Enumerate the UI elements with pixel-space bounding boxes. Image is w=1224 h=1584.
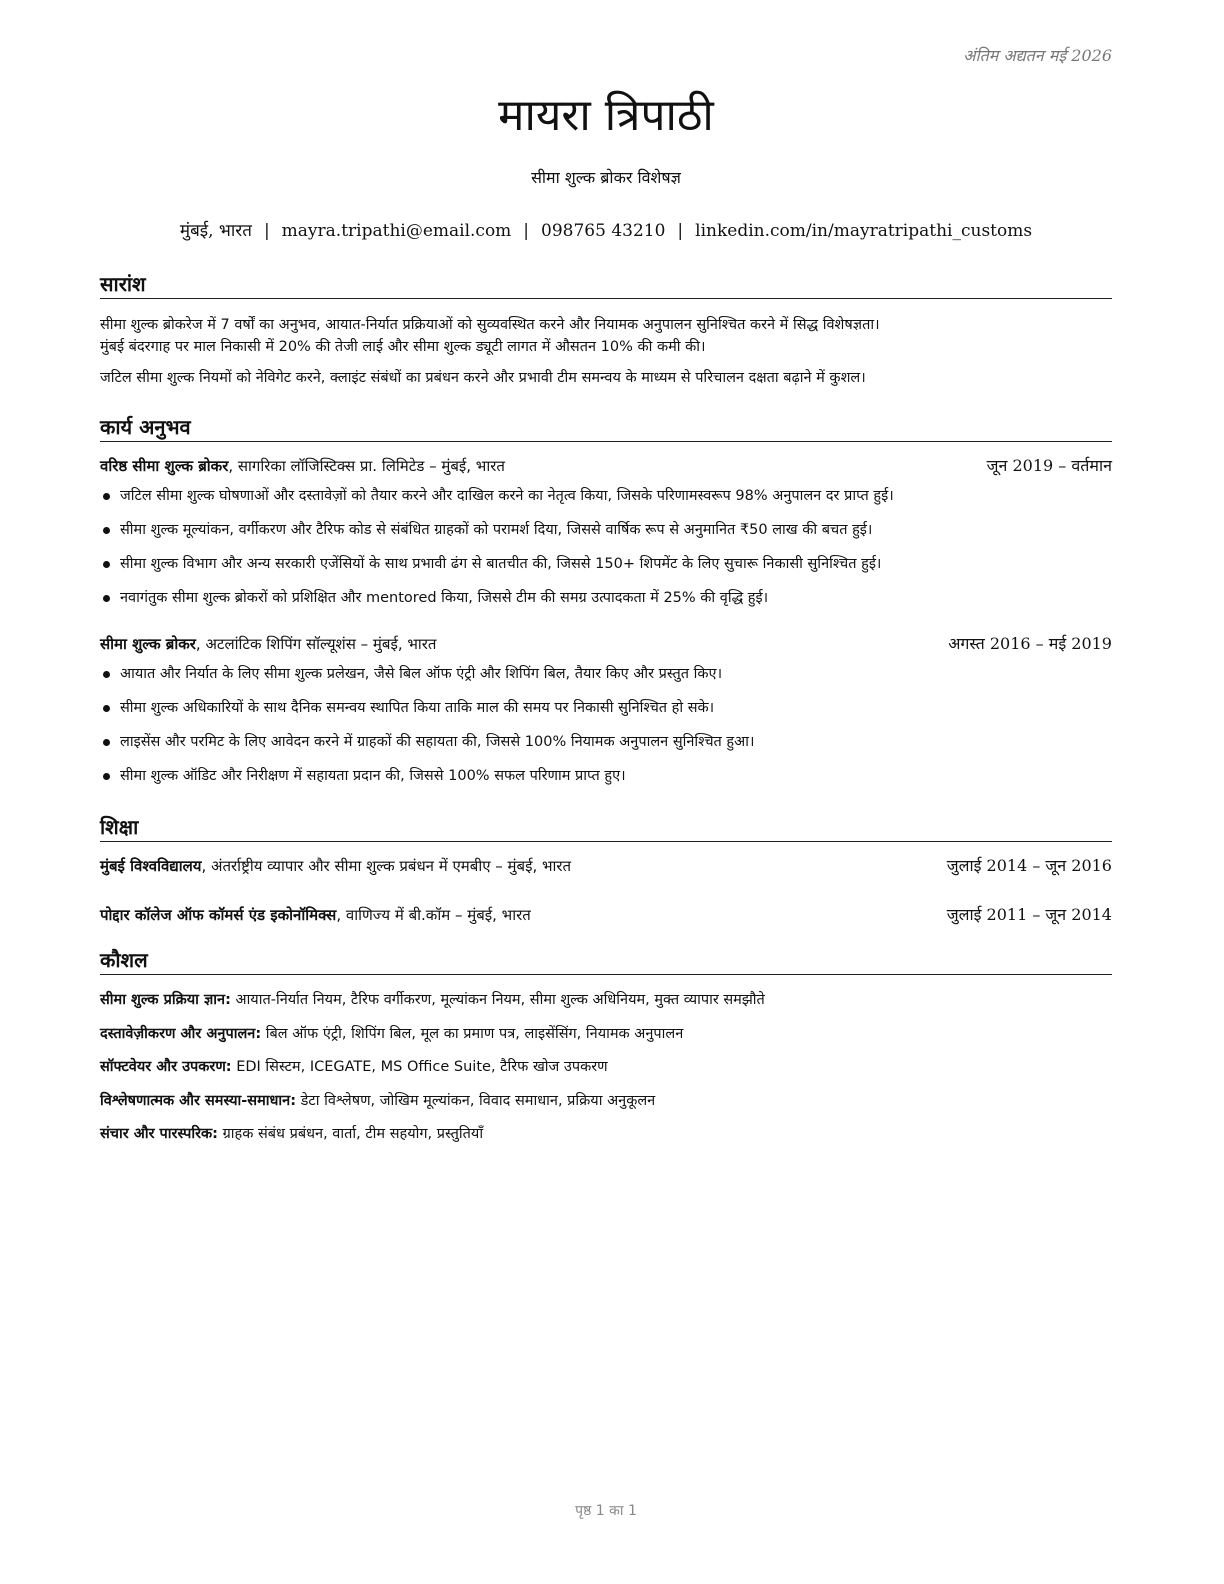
job-role-company bbox=[100, 631, 436, 657]
job-bullet: सीमा शुल्क विभाग और अन्य सरकारी एजेंसियों के साथ प्रभावी ढंग से बातचीत की, जिससे 150+ शिपमेंट के लिए सुचारू निकासी सुनिश्चित हुई। bbox=[100, 547, 1112, 581]
skill-label: सॉफ्टवेयर और उपकरण: bbox=[100, 1059, 232, 1075]
education-detail: , वाणिज्य में बी.कॉम – मुंबई, भारत bbox=[336, 906, 531, 924]
contact-email[interactable]: mayra.tripathi@email.com bbox=[281, 221, 512, 241]
job-company: , सागरिका लॉजिस्टिक्स प्रा. लिमिटेड – मुंबई, भारत bbox=[228, 457, 505, 475]
job-entry bbox=[100, 631, 1112, 793]
contact-separator: | bbox=[263, 221, 270, 241]
job-header bbox=[100, 453, 1112, 479]
skill-value: EDI सिस्टम, ICEGATE, MS Office Suite, टैरिफ खोज उपकरण bbox=[231, 1059, 608, 1075]
education-institution: मुंबई विश्वविद्यालय bbox=[100, 857, 202, 875]
summary-line: जटिल सीमा शुल्क नियमों को नेविगेट करने, क्लाइंट संबंधों का प्रबंधन करने और प्रभावी टीम समन्वय के माध्यम से परिचालन दक्षता बढ़ाने में कुशल। bbox=[100, 370, 866, 386]
last-updated: अंतिम अद्यतन मई 2026 bbox=[963, 46, 1112, 65]
job-entry bbox=[100, 453, 1112, 615]
skill-value: ग्राहक संबंध प्रबंधन, वार्ता, टीम सहयोग, प्रस्तुतियाँ bbox=[217, 1126, 484, 1142]
skill-value: डेटा विश्लेषण, जोखिम मूल्यांकन, विवाद समाधान, प्रक्रिया अनुकूलन bbox=[296, 1092, 656, 1109]
job-role-company bbox=[100, 453, 505, 479]
job-header bbox=[100, 631, 1112, 657]
education-institution-detail bbox=[100, 853, 571, 879]
contact-line bbox=[100, 218, 1112, 244]
job-dates: अगस्त 2016 – मई 2019 bbox=[948, 634, 1112, 653]
education-institution: पोद्दार कॉलेज ऑफ कॉमर्स एंड इकोनॉमिक्स bbox=[100, 906, 337, 924]
contact-linkedin[interactable]: linkedin.com/in/mayratripathi_customs bbox=[695, 221, 1033, 241]
section-title-summary: सारांश bbox=[100, 270, 1112, 299]
job-bullets bbox=[100, 657, 1112, 793]
job-bullet: जटिल सीमा शुल्क घोषणाओं और दस्तावेज़ों को तैयार करने और दाखिल करने का नेतृत्व किया, जिसके परिणामस्वरूप 98% अनुपालन दर प्राप्त हुई। bbox=[100, 479, 1112, 513]
job-bullet: सीमा शुल्क अधिकारियों के साथ दैनिक समन्वय स्थापित किया ताकि माल की समय पर निकासी सुनिश्चित हो सके। bbox=[100, 691, 1112, 725]
job-bullet: लाइसेंस और परमिट के लिए आवेदन करने में ग्राहकों की सहायता की, जिससे 100% नियामक अनुपालन सुनिश्चित हुआ। bbox=[100, 725, 1112, 759]
contact-phone: 098765 43210 bbox=[541, 221, 666, 241]
education-section bbox=[100, 813, 1112, 928]
section-title-skills: कौशल bbox=[100, 946, 1112, 975]
skill-label: दस्तावेज़ीकरण और अनुपालन: bbox=[100, 1025, 262, 1042]
skill-label: विश्लेषणात्मक और समस्या-समाधान: bbox=[100, 1092, 297, 1109]
summary-line: मुंबई बंदरगाह पर माल निकासी में 20% की तेजी लाई और सीमा शुल्क ड्यूटी लागत में औसतन 10% की कमी की। bbox=[100, 339, 706, 355]
skill-row bbox=[100, 984, 1112, 1018]
education-detail: , अंतर्राष्ट्रीय व्यापार और सीमा शुल्क प्रबंधन में एमबीए – मुंबई, भारत bbox=[201, 857, 572, 875]
skills-section bbox=[100, 946, 1112, 1152]
summary-line: सीमा शुल्क ब्रोकरेज में 7 वर्षों का अनुभव, आयात-निर्यात प्रक्रियाओं को सुव्यवस्थित करने और नियामक अनुपालन सुनिश्चित करने में सिद्ध विशेषज्ञता। bbox=[100, 317, 880, 333]
job-role: सीमा शुल्क ब्रोकर bbox=[100, 635, 196, 653]
education-institution-detail bbox=[100, 902, 531, 928]
contact-separator: | bbox=[523, 221, 530, 241]
section-title-experience: कार्य अनुभव bbox=[100, 413, 1112, 442]
skill-row bbox=[100, 1118, 1112, 1152]
experience-section bbox=[100, 413, 1112, 793]
job-bullets bbox=[100, 479, 1112, 615]
contact-separator: | bbox=[677, 221, 684, 241]
section-title-education: शिक्षा bbox=[100, 813, 1112, 842]
skill-row bbox=[100, 1018, 1112, 1052]
education-entry bbox=[100, 902, 1112, 928]
job-bullet: सीमा शुल्क ऑडिट और निरीक्षण में सहायता प्रदान की, जिससे 100% सफल परिणाम प्राप्त हुए। bbox=[100, 759, 1112, 793]
skill-label: सीमा शुल्क प्रक्रिया ज्ञान: bbox=[100, 992, 231, 1008]
candidate-name: मायरा त्रिपाठी bbox=[498, 90, 714, 141]
job-role: वरिष्ठ सीमा शुल्क ब्रोकर bbox=[100, 457, 229, 475]
job-dates: जून 2019 – वर्तमान bbox=[986, 456, 1112, 475]
education-dates: जुलाई 2014 – जून 2016 bbox=[946, 856, 1112, 875]
resume-page bbox=[100, 0, 1112, 1584]
job-company: , अटलांटिक शिपिंग सॉल्यूशंस – मुंबई, भारत bbox=[195, 635, 437, 653]
education-entry bbox=[100, 853, 1112, 879]
summary-section bbox=[100, 270, 1112, 389]
skill-row bbox=[100, 1051, 1112, 1085]
skill-value: बिल ऑफ एंट्री, शिपिंग बिल, मूल का प्रमाण पत्र, लाइसेंसिंग, नियामक अनुपालन bbox=[261, 1025, 684, 1042]
job-bullet: आयात और निर्यात के लिए सीमा शुल्क प्रलेखन, जैसे बिल ऑफ एंट्री और शिपिंग बिल, तैयार किए और प्रस्तुत किए। bbox=[100, 657, 1112, 691]
skill-label: संचार और पारस्परिक: bbox=[100, 1126, 218, 1142]
job-bullet: नवागंतुक सीमा शुल्क ब्रोकरों को प्रशिक्षित और mentored किया, जिससे टीम की समग्र उत्पादकता में 25% की वृद्धि हुई। bbox=[100, 581, 1112, 615]
job-bullet: सीमा शुल्क मूल्यांकन, वर्गीकरण और टैरिफ कोड से संबंधित ग्राहकों को परामर्श दिया, जिससे वार्षिक रूप से अनुमानित ₹50 लाख की बचत हुई। bbox=[100, 513, 1112, 547]
skill-row bbox=[100, 1085, 1112, 1119]
education-dates: जुलाई 2011 – जून 2014 bbox=[946, 905, 1112, 924]
skill-value: आयात-निर्यात नियम, टैरिफ वर्गीकरण, मूल्यांकन नियम, सीमा शुल्क अधिनियम, मुक्त व्यापार समझौते bbox=[230, 992, 765, 1008]
contact-location: मुंबई, भारत bbox=[179, 221, 252, 241]
job-title: सीमा शुल्क ब्रोकर विशेषज्ञ bbox=[531, 168, 681, 187]
page-number: पृष्ठ 1 का 1 bbox=[575, 1503, 637, 1519]
